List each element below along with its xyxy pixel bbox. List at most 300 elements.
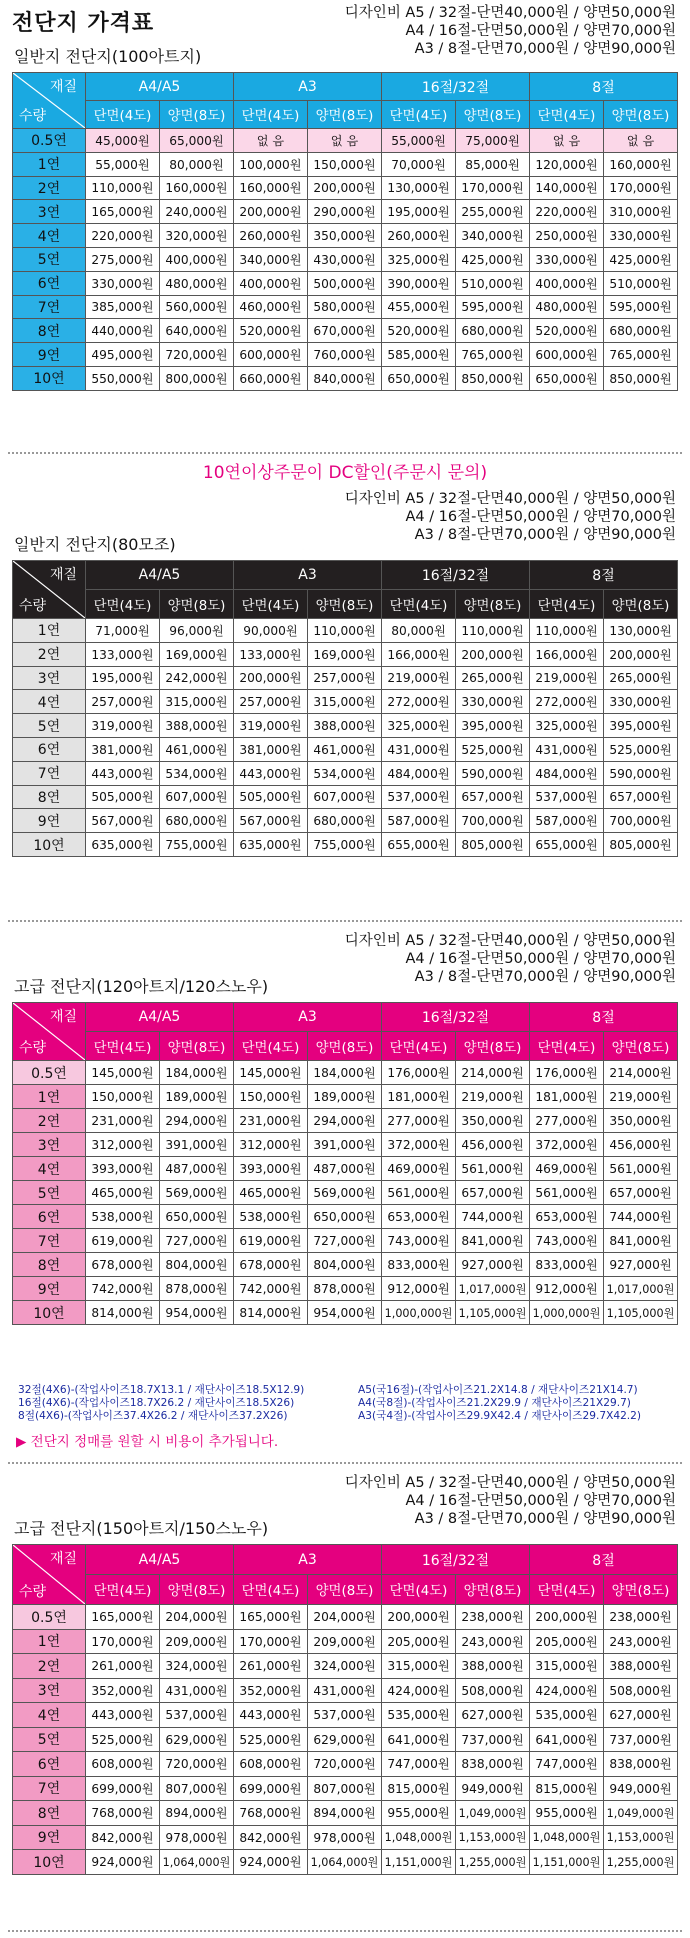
price-cell: 243,000원 xyxy=(456,1629,530,1654)
price-cell: 595,000원 xyxy=(456,295,530,319)
price-cell: 391,000원 xyxy=(308,1133,382,1157)
page-title: 전단지 가격표 xyxy=(12,11,155,36)
table-row xyxy=(13,1752,678,1777)
price-cell: 508,000원 xyxy=(456,1678,530,1703)
price-cell: 700,000원 xyxy=(604,809,678,833)
size-group-header: A3 xyxy=(234,561,382,590)
price-cell: 204,000원 xyxy=(308,1605,382,1630)
price-cell: 260,000원 xyxy=(382,224,456,248)
table-row xyxy=(13,1229,678,1253)
print-side-header: 단면(4도) xyxy=(530,1032,604,1061)
quantity-cell: 4연 xyxy=(13,690,86,714)
table-row xyxy=(13,200,678,224)
table-row xyxy=(13,176,678,200)
price-cell: 567,000원 xyxy=(86,809,160,833)
quantity-cell: 9연 xyxy=(13,343,86,367)
price-cell: 537,000원 xyxy=(382,785,456,809)
table-row xyxy=(13,1277,678,1301)
print-side-header: 단면(4도) xyxy=(86,101,160,129)
price-cell: 110,000원 xyxy=(308,619,382,643)
divider xyxy=(8,1930,682,1932)
print-side-header: 양면(8도) xyxy=(160,1032,234,1061)
price-cell: 678,000원 xyxy=(234,1253,308,1277)
price-cell: 508,000원 xyxy=(604,1678,678,1703)
print-side-header: 양면(8도) xyxy=(604,1032,678,1061)
price-cell: 220,000원 xyxy=(530,200,604,224)
quantity-cell: 4연 xyxy=(13,224,86,248)
quantity-cell: 7연 xyxy=(13,1229,86,1253)
price-cell: 324,000원 xyxy=(308,1654,382,1679)
price-cell: 431,000원 xyxy=(308,1678,382,1703)
price-cell: 537,000원 xyxy=(530,785,604,809)
price-cell: 200,000원 xyxy=(530,1605,604,1630)
price-cell: 743,000원 xyxy=(382,1229,456,1253)
price-cell: 927,000원 xyxy=(604,1253,678,1277)
price-cell: 1,151,000원 xyxy=(382,1850,456,1875)
quantity-cell: 5연 xyxy=(13,1181,86,1205)
price-cell: 200,000원 xyxy=(456,642,530,666)
price-cell: 231,000원 xyxy=(234,1109,308,1133)
price-cell: 205,000원 xyxy=(530,1629,604,1654)
price-cell: 80,000원 xyxy=(382,619,456,643)
quantity-cell: 1연 xyxy=(13,619,86,643)
price-cell: 838,000원 xyxy=(456,1752,530,1777)
price-cell: 443,000원 xyxy=(86,761,160,785)
table-row xyxy=(13,366,678,390)
price-cell: 657,000원 xyxy=(604,785,678,809)
table-row xyxy=(13,1678,678,1703)
table-row xyxy=(13,1825,678,1850)
size-note: 8절(4X6)-(작업사이즈37.4X26.2 / 재단사이즈37.2X26) xyxy=(18,1410,288,1422)
price-cell: 372,000원 xyxy=(530,1133,604,1157)
price-cell: 350,000원 xyxy=(604,1109,678,1133)
price-cell: 678,000원 xyxy=(86,1253,160,1277)
price-cell: 619,000원 xyxy=(234,1229,308,1253)
table-subtitle: 고급 전단지(120아트지/120스노우) xyxy=(14,977,269,996)
price-cell: 699,000원 xyxy=(86,1776,160,1801)
price-cell: 140,000원 xyxy=(530,176,604,200)
price-cell: 627,000원 xyxy=(456,1703,530,1728)
quantity-cell: 9연 xyxy=(13,1277,86,1301)
table-row xyxy=(13,714,678,738)
price-cell: 352,000원 xyxy=(86,1678,160,1703)
design-fee-info xyxy=(345,490,676,544)
price-cell: 850,000원 xyxy=(456,366,530,390)
price-cell: 743,000원 xyxy=(530,1229,604,1253)
price-cell: 495,000원 xyxy=(86,343,160,367)
size-group-header: 8절 xyxy=(530,73,678,101)
price-cell: 1,000,000원 xyxy=(382,1301,456,1325)
price-cell: 878,000원 xyxy=(308,1277,382,1301)
quantity-cell: 8연 xyxy=(13,1253,86,1277)
price-cell: 325,000원 xyxy=(382,247,456,271)
price-cell: 510,000원 xyxy=(604,271,678,295)
price-cell: 807,000원 xyxy=(308,1776,382,1801)
price-cell: 650,000원 xyxy=(382,366,456,390)
price-cell: 805,000원 xyxy=(604,833,678,857)
table-row xyxy=(13,1605,678,1630)
price-cell: 727,000원 xyxy=(308,1229,382,1253)
table-row xyxy=(13,1801,678,1826)
price-cell: 1,153,000원 xyxy=(604,1825,678,1850)
print-side-header: 단면(4도) xyxy=(382,101,456,129)
header-corner xyxy=(13,73,86,129)
price-cell: 96,000원 xyxy=(160,619,234,643)
price-cell: 461,000원 xyxy=(308,737,382,761)
price-cell: 85,000원 xyxy=(456,152,530,176)
price-cell: 181,000원 xyxy=(530,1085,604,1109)
price-cell: 955,000원 xyxy=(530,1801,604,1826)
price-cell: 580,000원 xyxy=(308,295,382,319)
price-cell: 330,000원 xyxy=(604,690,678,714)
price-cell: 800,000원 xyxy=(160,366,234,390)
table-row xyxy=(13,1133,678,1157)
price-cell: 949,000원 xyxy=(604,1776,678,1801)
print-side-header: 단면(4도) xyxy=(234,590,308,619)
price-cell: 165,000원 xyxy=(86,200,160,224)
price-cell: 130,000원 xyxy=(604,619,678,643)
quantity-cell: 10연 xyxy=(13,833,86,857)
price-cell: 680,000원 xyxy=(308,809,382,833)
price-cell: 없 음 xyxy=(308,129,382,153)
price-cell: 45,000원 xyxy=(86,129,160,153)
price-cell: 520,000원 xyxy=(530,319,604,343)
price-cell: 330,000원 xyxy=(530,247,604,271)
quantity-cell: 2연 xyxy=(13,1654,86,1679)
price-cell: 340,000원 xyxy=(234,247,308,271)
price-cell: 924,000원 xyxy=(234,1850,308,1875)
price-cell: 204,000원 xyxy=(160,1605,234,1630)
price-cell: 841,000원 xyxy=(456,1229,530,1253)
table-row xyxy=(13,737,678,761)
print-side-header: 단면(4도) xyxy=(382,590,456,619)
price-cell: 257,000원 xyxy=(86,690,160,714)
design-fee-line: 디자인비 A5 / 32절-단면40,000원 / 양면50,000원 xyxy=(344,491,676,507)
price-cell: 814,000원 xyxy=(86,1301,160,1325)
price-cell: 657,000원 xyxy=(604,1181,678,1205)
price-cell: 1,064,000원 xyxy=(160,1850,234,1875)
discount-notice: 10연이상주문이 DC할인(주문시 문의) xyxy=(202,463,488,483)
price-cell: 372,000원 xyxy=(382,1133,456,1157)
price-cell: 627,000원 xyxy=(604,1703,678,1728)
price-cell: 400,000원 xyxy=(234,271,308,295)
design-fee-line: 디자인비 A5 / 32절-단면40,000원 / 양면50,000원 xyxy=(344,1475,676,1491)
price-cell: 393,000원 xyxy=(234,1157,308,1181)
print-side-header: 양면(8도) xyxy=(160,101,234,129)
price-cell: 955,000원 xyxy=(382,1801,456,1826)
quantity-cell: 3연 xyxy=(13,1133,86,1157)
price-cell: 815,000원 xyxy=(530,1776,604,1801)
print-side-header: 양면(8도) xyxy=(604,101,678,129)
price-cell: 768,000원 xyxy=(86,1801,160,1826)
design-fee-line: A4 / 16절-단면50,000원 / 양면70,000원 xyxy=(405,951,676,967)
price-cell: 561,000원 xyxy=(382,1181,456,1205)
price-cell: 567,000원 xyxy=(234,809,308,833)
quantity-cell: 5연 xyxy=(13,1727,86,1752)
price-cell: 635,000원 xyxy=(86,833,160,857)
price-cell: 181,000원 xyxy=(382,1085,456,1109)
price-cell: 145,000원 xyxy=(234,1061,308,1085)
trim-alert: ▶ 전단지 정매를 원할 시 비용이 추가됩니다. xyxy=(16,1434,279,1450)
price-cell: 275,000원 xyxy=(86,247,160,271)
price-cell: 219,000원 xyxy=(604,1085,678,1109)
price-cell: 924,000원 xyxy=(86,1850,160,1875)
price-cell: 520,000원 xyxy=(234,319,308,343)
price-cell: 1,017,000원 xyxy=(456,1277,530,1301)
price-cell: 272,000원 xyxy=(530,690,604,714)
header-corner xyxy=(13,1003,86,1061)
header-paper-label: 재질 xyxy=(49,79,77,95)
design-fee-line: A3 / 8절-단면70,000원 / 양면90,000원 xyxy=(414,41,676,57)
table-row xyxy=(13,1253,678,1277)
quantity-cell: 4연 xyxy=(13,1703,86,1728)
price-cell: 381,000원 xyxy=(86,737,160,761)
size-group-header: 8절 xyxy=(530,561,678,590)
quantity-cell: 8연 xyxy=(13,1801,86,1826)
price-cell: 805,000원 xyxy=(456,833,530,857)
table-row xyxy=(13,1061,678,1085)
header-qty-label: 수량 xyxy=(19,598,47,614)
price-cell: 655,000원 xyxy=(382,833,456,857)
print-side-header: 양면(8도) xyxy=(456,1575,530,1605)
price-cell: 561,000원 xyxy=(604,1157,678,1181)
price-cell: 699,000원 xyxy=(234,1776,308,1801)
price-cell: 619,000원 xyxy=(86,1229,160,1253)
price-cell: 840,000원 xyxy=(308,366,382,390)
price-cell: 765,000원 xyxy=(456,343,530,367)
table-row xyxy=(13,1850,678,1875)
price-cell: 238,000원 xyxy=(456,1605,530,1630)
price-cell: 176,000원 xyxy=(530,1061,604,1085)
quantity-cell: 10연 xyxy=(13,366,86,390)
price-cell: 277,000원 xyxy=(530,1109,604,1133)
header-paper-label: 재질 xyxy=(49,567,77,583)
price-cell: 607,000원 xyxy=(308,785,382,809)
price-cell: 214,000원 xyxy=(604,1061,678,1085)
price-cell: 569,000원 xyxy=(308,1181,382,1205)
price-cell: 561,000원 xyxy=(530,1181,604,1205)
quantity-cell: 6연 xyxy=(13,1205,86,1229)
price-cell: 484,000원 xyxy=(382,761,456,785)
price-cell: 461,000원 xyxy=(160,737,234,761)
price-cell: 200,000원 xyxy=(234,200,308,224)
price-cell: 815,000원 xyxy=(382,1776,456,1801)
design-fee-line: A3 / 8절-단면70,000원 / 양면90,000원 xyxy=(414,527,676,543)
table-row xyxy=(13,690,678,714)
price-cell: 742,000원 xyxy=(234,1277,308,1301)
print-side-header: 양면(8도) xyxy=(308,101,382,129)
price-cell: 65,000원 xyxy=(160,129,234,153)
price-cell: 330,000원 xyxy=(604,224,678,248)
price-cell: 650,000원 xyxy=(160,1205,234,1229)
price-cell: 1,151,000원 xyxy=(530,1850,604,1875)
price-cell: 424,000원 xyxy=(382,1678,456,1703)
price-cell: 469,000원 xyxy=(382,1157,456,1181)
price-cell: 755,000원 xyxy=(308,833,382,857)
price-cell: 170,000원 xyxy=(86,1629,160,1654)
price-cell: 160,000원 xyxy=(234,176,308,200)
price-cell: 535,000원 xyxy=(530,1703,604,1728)
price-cell: 70,000원 xyxy=(382,152,456,176)
price-cell: 641,000원 xyxy=(382,1727,456,1752)
table-row xyxy=(13,809,678,833)
price-cell: 670,000원 xyxy=(308,319,382,343)
price-cell: 없 음 xyxy=(604,129,678,153)
price-cell: 585,000원 xyxy=(382,343,456,367)
quantity-cell: 6연 xyxy=(13,271,86,295)
table-row xyxy=(13,1629,678,1654)
price-cell: 189,000원 xyxy=(308,1085,382,1109)
price-cell: 650,000원 xyxy=(530,366,604,390)
price-cell: 170,000원 xyxy=(604,176,678,200)
price-cell: 243,000원 xyxy=(604,1629,678,1654)
price-cell: 184,000원 xyxy=(308,1061,382,1085)
quantity-cell: 5연 xyxy=(13,714,86,738)
price-cell: 315,000원 xyxy=(530,1654,604,1679)
design-fee-info xyxy=(345,1474,676,1528)
quantity-cell: 1연 xyxy=(13,1085,86,1109)
price-table xyxy=(12,1002,678,1325)
price-cell: 484,000원 xyxy=(530,761,604,785)
price-cell: 600,000원 xyxy=(530,343,604,367)
price-cell: 1,153,000원 xyxy=(456,1825,530,1850)
size-group-header: 16절/32절 xyxy=(382,73,530,101)
price-cell: 747,000원 xyxy=(530,1752,604,1777)
price-cell: 350,000원 xyxy=(456,1109,530,1133)
price-cell: 220,000원 xyxy=(86,224,160,248)
price-cell: 395,000원 xyxy=(604,714,678,738)
quantity-cell: 8연 xyxy=(13,319,86,343)
price-cell: 804,000원 xyxy=(160,1253,234,1277)
quantity-cell: 7연 xyxy=(13,295,86,319)
design-fee-line: A4 / 16절-단면50,000원 / 양면70,000원 xyxy=(405,23,676,39)
price-cell: 1,255,000원 xyxy=(604,1850,678,1875)
print-side-header: 양면(8도) xyxy=(456,1032,530,1061)
price-cell: 650,000원 xyxy=(308,1205,382,1229)
header-row xyxy=(13,1545,678,1575)
price-cell: 505,000원 xyxy=(86,785,160,809)
table-row xyxy=(13,1205,678,1229)
price-cell: 189,000원 xyxy=(160,1085,234,1109)
price-cell: 214,000원 xyxy=(456,1061,530,1085)
print-side-header: 양면(8도) xyxy=(160,590,234,619)
price-cell: 814,000원 xyxy=(234,1301,308,1325)
size-note: A4(국8절)-(작업사이즈21.2X29.9 / 재단사이즈21X29.7) xyxy=(358,1397,631,1409)
quantity-cell: 3연 xyxy=(13,1678,86,1703)
table-subtitle: 일반지 전단지(80모조) xyxy=(14,535,176,554)
table-row xyxy=(13,619,678,643)
price-cell: 257,000원 xyxy=(234,690,308,714)
price-cell: 261,000원 xyxy=(86,1654,160,1679)
price-cell: 160,000원 xyxy=(604,152,678,176)
price-cell: 424,000원 xyxy=(530,1678,604,1703)
price-cell: 110,000원 xyxy=(456,619,530,643)
price-cell: 133,000원 xyxy=(86,642,160,666)
price-cell: 169,000원 xyxy=(160,642,234,666)
table-row xyxy=(13,129,678,153)
price-cell: 460,000원 xyxy=(234,295,308,319)
price-cell: 255,000원 xyxy=(456,200,530,224)
price-cell: 110,000원 xyxy=(86,176,160,200)
print-side-header: 단면(4도) xyxy=(530,101,604,129)
price-cell: 569,000원 xyxy=(160,1181,234,1205)
price-cell: 1,000,000원 xyxy=(530,1301,604,1325)
quantity-cell: 0.5연 xyxy=(13,1061,86,1085)
price-cell: 653,000원 xyxy=(382,1205,456,1229)
price-cell: 1,049,000원 xyxy=(604,1801,678,1826)
divider xyxy=(8,920,682,922)
price-cell: 324,000원 xyxy=(160,1654,234,1679)
price-cell: 294,000원 xyxy=(160,1109,234,1133)
design-fee-line: A4 / 16절-단면50,000원 / 양면70,000원 xyxy=(405,509,676,525)
price-cell: 640,000원 xyxy=(160,319,234,343)
price-cell: 431,000원 xyxy=(530,737,604,761)
price-cell: 260,000원 xyxy=(234,224,308,248)
price-cell: 431,000원 xyxy=(160,1678,234,1703)
print-side-header: 양면(8도) xyxy=(604,1575,678,1605)
table-row xyxy=(13,785,678,809)
header-qty-label: 수량 xyxy=(19,1584,47,1600)
price-cell: 400,000원 xyxy=(530,271,604,295)
price-cell: 130,000원 xyxy=(382,176,456,200)
print-side-header: 양면(8도) xyxy=(308,590,382,619)
price-cell: 660,000원 xyxy=(234,366,308,390)
price-cell: 330,000원 xyxy=(86,271,160,295)
size-group-header: A4/A5 xyxy=(86,73,234,101)
table-row xyxy=(13,1654,678,1679)
price-cell: 480,000원 xyxy=(530,295,604,319)
price-cell: 833,000원 xyxy=(382,1253,456,1277)
header-row xyxy=(13,1003,678,1032)
size-notes xyxy=(14,1384,680,1426)
price-cell: 100,000원 xyxy=(234,152,308,176)
price-cell: 1,048,000원 xyxy=(530,1825,604,1850)
price-cell: 381,000원 xyxy=(234,737,308,761)
price-cell: 340,000원 xyxy=(456,224,530,248)
price-cell: 538,000원 xyxy=(234,1205,308,1229)
price-cell: 200,000원 xyxy=(604,642,678,666)
price-cell: 456,000원 xyxy=(456,1133,530,1157)
price-cell: 393,000원 xyxy=(86,1157,160,1181)
price-cell: 315,000원 xyxy=(308,690,382,714)
price-cell: 200,000원 xyxy=(234,666,308,690)
quantity-cell: 7연 xyxy=(13,1776,86,1801)
design-fee-line: A4 / 16절-단면50,000원 / 양면70,000원 xyxy=(405,1493,676,1509)
price-cell: 120,000원 xyxy=(530,152,604,176)
price-cell: 325,000원 xyxy=(530,714,604,738)
price-cell: 469,000원 xyxy=(530,1157,604,1181)
price-cell: 455,000원 xyxy=(382,295,456,319)
quantity-cell: 6연 xyxy=(13,737,86,761)
price-cell: 395,000원 xyxy=(456,714,530,738)
price-cell: 595,000원 xyxy=(604,295,678,319)
price-cell: 90,000원 xyxy=(234,619,308,643)
table-row xyxy=(13,224,678,248)
quantity-cell: 4연 xyxy=(13,1157,86,1181)
price-cell: 537,000원 xyxy=(160,1703,234,1728)
price-cell: 655,000원 xyxy=(530,833,604,857)
price-cell: 385,000원 xyxy=(86,295,160,319)
header-corner xyxy=(13,561,86,619)
price-cell: 894,000원 xyxy=(160,1801,234,1826)
price-cell: 443,000원 xyxy=(234,1703,308,1728)
price-cell: 550,000원 xyxy=(86,366,160,390)
table-subtitle: 일반지 전단지(100아트지) xyxy=(14,47,202,66)
price-cell: 680,000원 xyxy=(456,319,530,343)
price-cell: 145,000원 xyxy=(86,1061,160,1085)
price-cell: 325,000원 xyxy=(382,714,456,738)
price-cell: 561,000원 xyxy=(456,1157,530,1181)
